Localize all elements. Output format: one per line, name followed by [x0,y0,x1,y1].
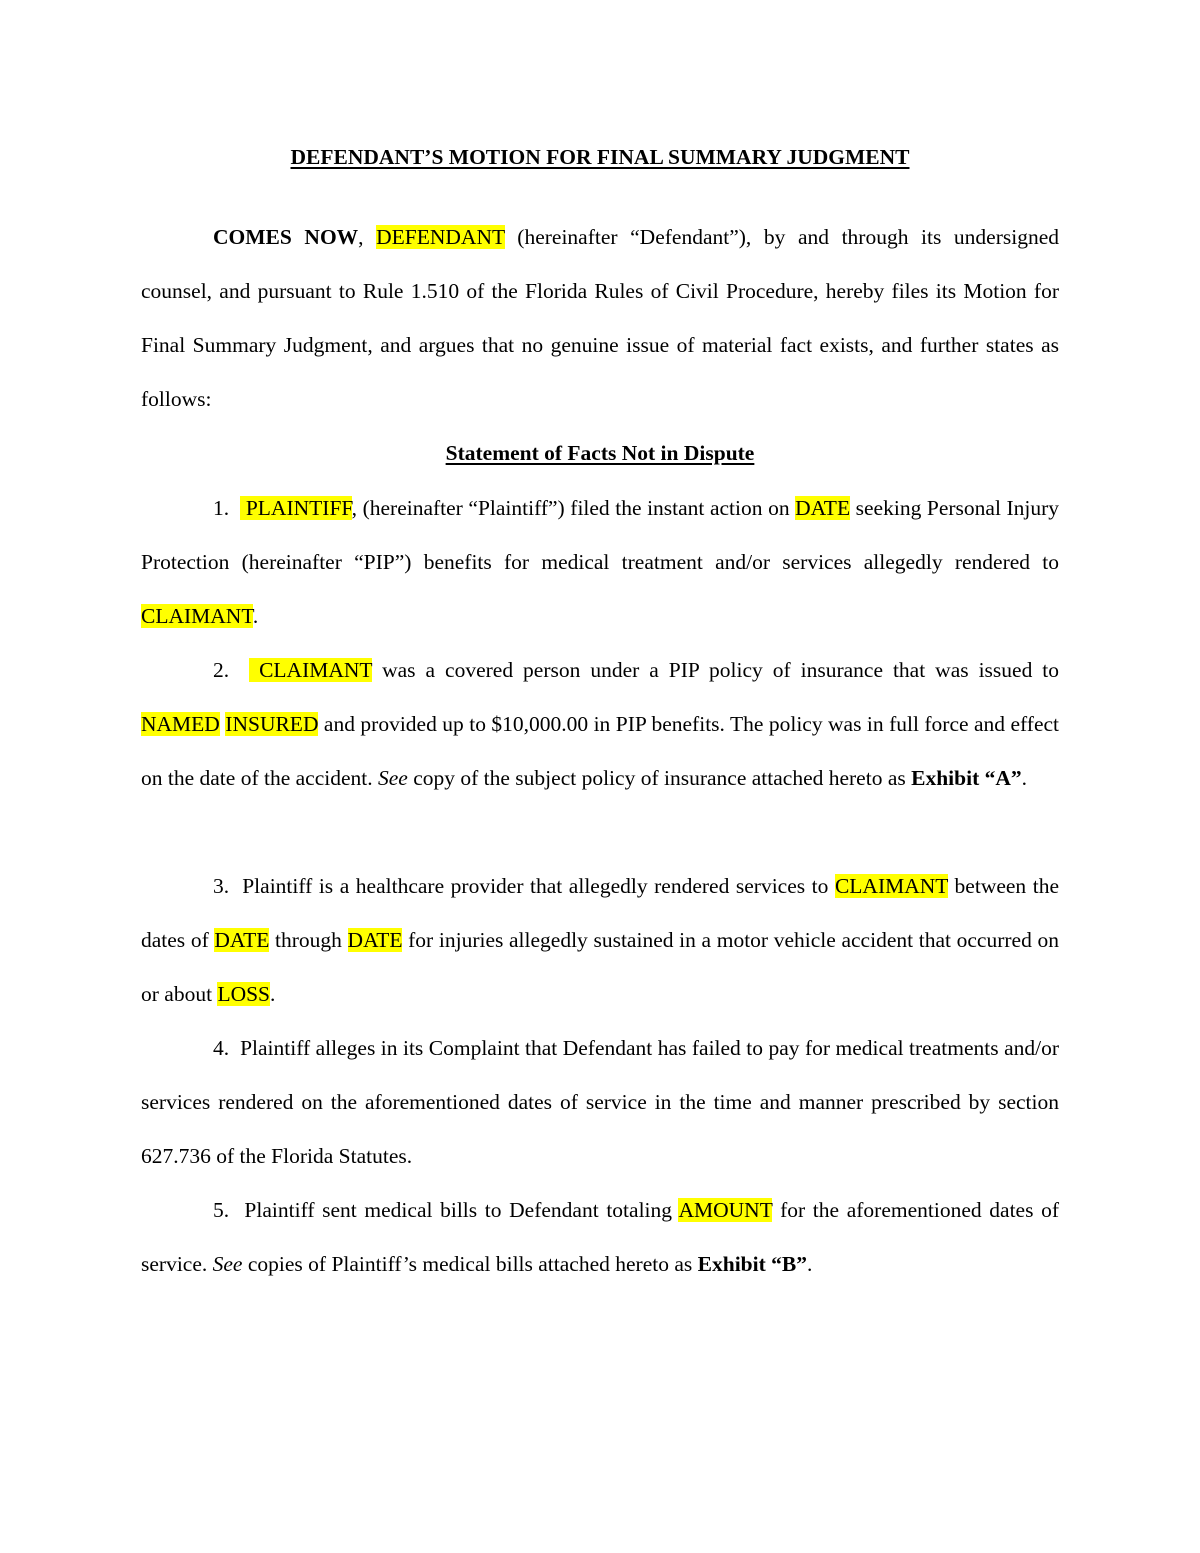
named-placeholder: NAMED [141,712,220,736]
date-placeholder: DATE [214,928,270,952]
paragraph-text: was a covered person under a PIP policy of insurance that was issued to [372,658,1060,682]
paragraph-number: 4. [213,1036,230,1060]
paragraph-text: Plaintiff is a healthcare provider that allegedly rendered services to [242,874,835,898]
comes-now-text: COMES NOW [213,225,359,249]
intro-paragraph: COMES NOW, DEFENDANT (hereinafter “Defendant”), by and through its undersigned counsel, and pursuant to Rule 1.510 of the Florida Rules of Civil Procedure, hereby files its Motion for Final Summary Judgment, and argues that no genuine issue of material fact exists, and further states as follows: [141,225,1059,411]
paragraph-text: . [806,1252,813,1276]
paragraph-text: for injuries allegedly sustained in a motor vehicle accident that occurred on or about [141,928,1059,1006]
paragraph-text: , (hereinafter “Plaintiff”) filed the instant action on [351,496,796,520]
paragraph-text: Plaintiff sent medical bills to Defendant totaling [244,1198,679,1222]
paragraph-text: for the aforementioned dates of service. [141,1198,1059,1276]
see-signal: See [212,1252,243,1276]
see-signal: See [378,766,408,790]
claimant-placeholder: CLAIMANT [834,874,949,898]
claimant-placeholder: CLAIMANT [141,604,253,628]
date-placeholder: DATE [347,928,403,952]
loss-placeholder: LOSS [217,982,271,1006]
document-title: DEFENDANT’S MOTION FOR FINAL SUMMARY JUDGMENT [290,145,910,169]
paragraph-text: between the dates of [141,874,1059,952]
paragraph-number: 5. [213,1198,230,1222]
paragraph-text: through [269,928,348,952]
paragraph-number: 3. [213,874,230,898]
paragraph-text: . [252,604,259,628]
intro-text: (hereinafter “Defendant”), by and through its undersigned counsel, and pursuant to Rule 1.510 of the Florida Rules of Civil Procedure, hereby files its Motion for Final Summary Judgment, and argues that no genuine issue of material fact exists, and further states as follows: [141,225,1059,411]
fact-paragraph-4 [141,1021,1059,1183]
paragraph-text: copy of the subject policy of insurance attached hereto as [407,766,912,790]
section-heading: Statement of Facts Not in Dispute [445,441,755,465]
plaintiff-placeholder: PLAINTIFF [240,496,351,520]
fact-paragraph-3 [141,859,1059,1021]
defendant-placeholder: DEFENDANT [376,225,505,249]
amount-placeholder: AMOUNT [678,1198,773,1222]
paragraph-text: copies of Plaintiff’s medical bills attached hereto as [242,1252,698,1276]
paragraph-text: seeking Personal Injury Protection (hereinafter “PIP”) benefits for medical treatment and/or services allegedly rendered to [141,496,1060,574]
paragraph-text: . [1021,766,1028,790]
claimant-placeholder: CLAIMANT [249,658,372,682]
paragraph-text: and provided up to $10,000.00 in PIP benefits. The policy was in full force and effect on the date of the accident. [141,712,1059,790]
fact-paragraph-1 [141,481,1059,643]
exhibit-a-reference: Exhibit “A” [911,766,1022,790]
exhibit-b-reference: Exhibit “B” [697,1252,807,1276]
fact-paragraph-5 [141,1183,1059,1291]
insured-placeholder: INSURED [225,712,319,736]
paragraph-number: 2. [213,658,230,682]
paragraph-text: . [270,982,276,1006]
paragraph-text: Plaintiff alleges in its Complaint that Defendant has failed to pay for medical treatments and/or services rendered on the aforementioned dates of service in the time and manner prescribed by section 627.736 of the Florida Statutes. [141,1036,1059,1168]
fact-paragraph-2 [141,643,1059,805]
paragraph-number: 1. [213,496,230,520]
date-placeholder: DATE [795,496,851,520]
